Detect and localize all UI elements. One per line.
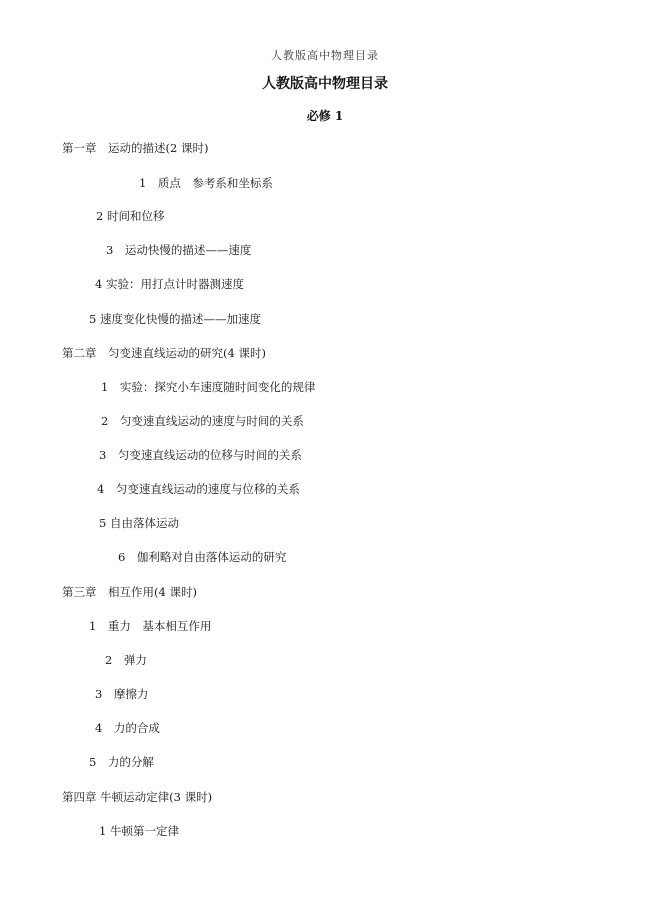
toc-item: 4 实验：用打点计时器测速度	[95, 277, 244, 291]
toc-item: 1 质点 参考系和坐标系	[139, 176, 273, 190]
toc-item: 3 运动快慢的描述——速度	[106, 243, 252, 257]
toc-item: 2 匀变速直线运动的速度与时间的关系	[101, 414, 304, 428]
toc-item: 5 自由落体运动	[99, 516, 179, 530]
toc-chapter-2: 第二章 匀变速直线运动的研究(4 课时)	[62, 346, 266, 360]
toc-item: 5 力的分解	[89, 755, 154, 769]
toc-item: 3 摩擦力	[95, 687, 149, 701]
toc-item: 3 匀变速直线运动的位移与时间的关系	[99, 448, 302, 462]
running-header: 人教版高中物理目录	[271, 49, 379, 62]
toc-chapter-3: 第三章 相互作用(4 课时)	[62, 585, 197, 599]
toc-item: 6 伽利略对自由落体运动的研究	[118, 550, 287, 564]
toc-item: 5 速度变化快慢的描述——加速度	[89, 312, 261, 326]
page-title: 人教版高中物理目录	[262, 76, 388, 92]
toc-item: 4 匀变速直线运动的速度与位移的关系	[97, 482, 300, 496]
toc-item: 2 弹力	[105, 653, 147, 667]
toc-item: 1 重力 基本相互作用	[89, 619, 212, 633]
toc-item: 1 牛顿第一定律	[99, 824, 179, 838]
toc-chapter-4: 第四章 牛顿运动定律(3 课时)	[62, 790, 213, 804]
toc-item: 1 实验：探究小车速度随时间变化的规律	[101, 380, 316, 394]
volume-subtitle: 必修 1	[306, 109, 344, 123]
toc-item: 2 时间和位移	[96, 209, 165, 223]
toc-item: 4 力的合成	[95, 721, 160, 735]
toc-chapter-1: 第一章 运动的描述(2 课时)	[62, 141, 209, 155]
